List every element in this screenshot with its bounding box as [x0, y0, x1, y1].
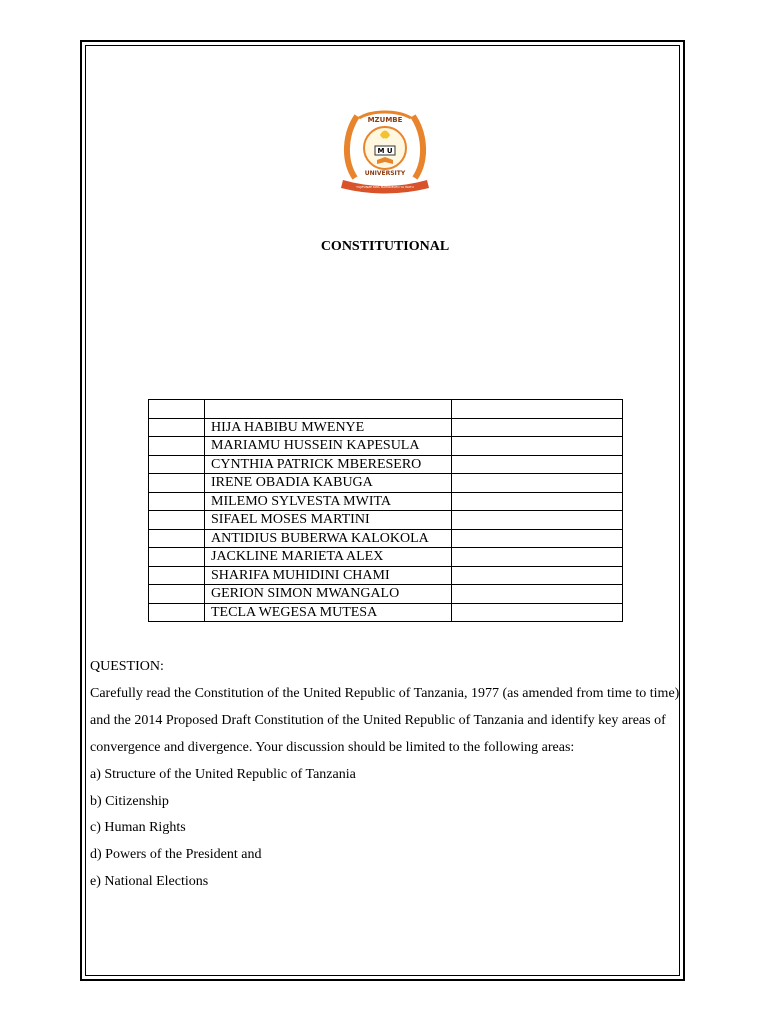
- table-cell-name: TECLA WEGESA MUTESA: [205, 603, 452, 622]
- table-cell-name: [205, 400, 452, 419]
- table-cell-reg-number: [452, 585, 623, 604]
- table-cell-name: MILEMO SYLVESTA MWITA: [205, 492, 452, 511]
- logo-bottom-text: UNIVERSITY: [364, 170, 406, 177]
- table-row: [149, 585, 623, 604]
- table-cell-number: [149, 455, 205, 474]
- table-cell-name: CYNTHIA PATRICK MBERESERO: [205, 455, 452, 474]
- table-row: [149, 437, 623, 456]
- table-row: [149, 474, 623, 493]
- table-cell-reg-number: [452, 418, 623, 437]
- logo-ribbon-text: TUJIFUNZE KWA MAENDELEO YA WATU: [356, 185, 414, 189]
- question-area-item: d) Powers of the President and: [90, 847, 262, 863]
- table-cell-number: [149, 492, 205, 511]
- question-area-item: b) Citizenship: [90, 793, 169, 809]
- table-row: [149, 566, 623, 585]
- table-cell-number: [149, 400, 205, 419]
- logo-center-text: M U: [377, 147, 393, 155]
- table-cell-number: [149, 548, 205, 567]
- table-row: [149, 529, 623, 548]
- table-cell-reg-number: [452, 437, 623, 456]
- table-cell-number: [149, 585, 205, 604]
- table-cell-name: JACKLINE MARIETA ALEX: [205, 548, 452, 567]
- table-cell-number: [149, 474, 205, 493]
- table-cell-number: [149, 437, 205, 456]
- table-cell-reg-number: [452, 529, 623, 548]
- page-title: CONSTITUTIONAL: [320, 239, 450, 254]
- table-cell-reg-number: [452, 566, 623, 585]
- table-cell-number: [149, 566, 205, 585]
- table-cell-reg-number: [452, 603, 623, 622]
- table-row: [149, 400, 623, 419]
- table-cell-reg-number: [452, 455, 623, 474]
- table-row: [149, 492, 623, 511]
- table-row: [149, 418, 623, 437]
- table-cell-name: ANTIDIUS BUBERWA KALOKOLA: [205, 529, 452, 548]
- table-cell-name: IRENE OBADIA KABUGA: [205, 474, 452, 493]
- question-heading: QUESTION:: [90, 659, 164, 674]
- table-cell-number: [149, 511, 205, 530]
- table-row: [149, 511, 623, 530]
- table-cell-reg-number: [452, 400, 623, 419]
- university-logo: [337, 108, 433, 198]
- table-cell-reg-number: [452, 474, 623, 493]
- table-cell-number: [149, 418, 205, 437]
- table-cell-name: GERION SIMON MWANGALO: [205, 585, 452, 604]
- table-cell-name: SHARIFA MUHIDINI CHAMI: [205, 566, 452, 585]
- table-cell-name: SIFAEL MOSES MARTINI: [205, 511, 452, 530]
- table-cell-name: MARIAMU HUSSEIN KAPESULA: [205, 437, 452, 456]
- table-cell-reg-number: [452, 548, 623, 567]
- question-section: [90, 654, 680, 896]
- table-cell-reg-number: [452, 511, 623, 530]
- table-cell-name: HIJA HABIBU MWENYE: [205, 418, 452, 437]
- table-cell-number: [149, 529, 205, 548]
- table-row: [149, 603, 623, 622]
- question-body: Carefully read the Constitution of the United Republic of Tanzania, 1977 (as amended from time to time) and the 2014 Proposed Draft Constitution of the United Republic of Tanzania and identify key areas of convergence and divergence. Your discussion should be limited to the following areas:: [90, 685, 680, 755]
- table-row: [149, 455, 623, 474]
- logo-top-text: MZUMBE: [367, 116, 403, 124]
- question-area-item: c) Human Rights: [90, 820, 186, 836]
- table-cell-number: [149, 603, 205, 622]
- table-cell-reg-number: [452, 492, 623, 511]
- question-area-item: a) Structure of the United Republic of Tanzania: [90, 766, 356, 782]
- group-members-table: [148, 399, 623, 622]
- question-area-list: [90, 762, 680, 897]
- question-area-item: e) National Elections: [90, 874, 209, 890]
- table-row: [149, 548, 623, 567]
